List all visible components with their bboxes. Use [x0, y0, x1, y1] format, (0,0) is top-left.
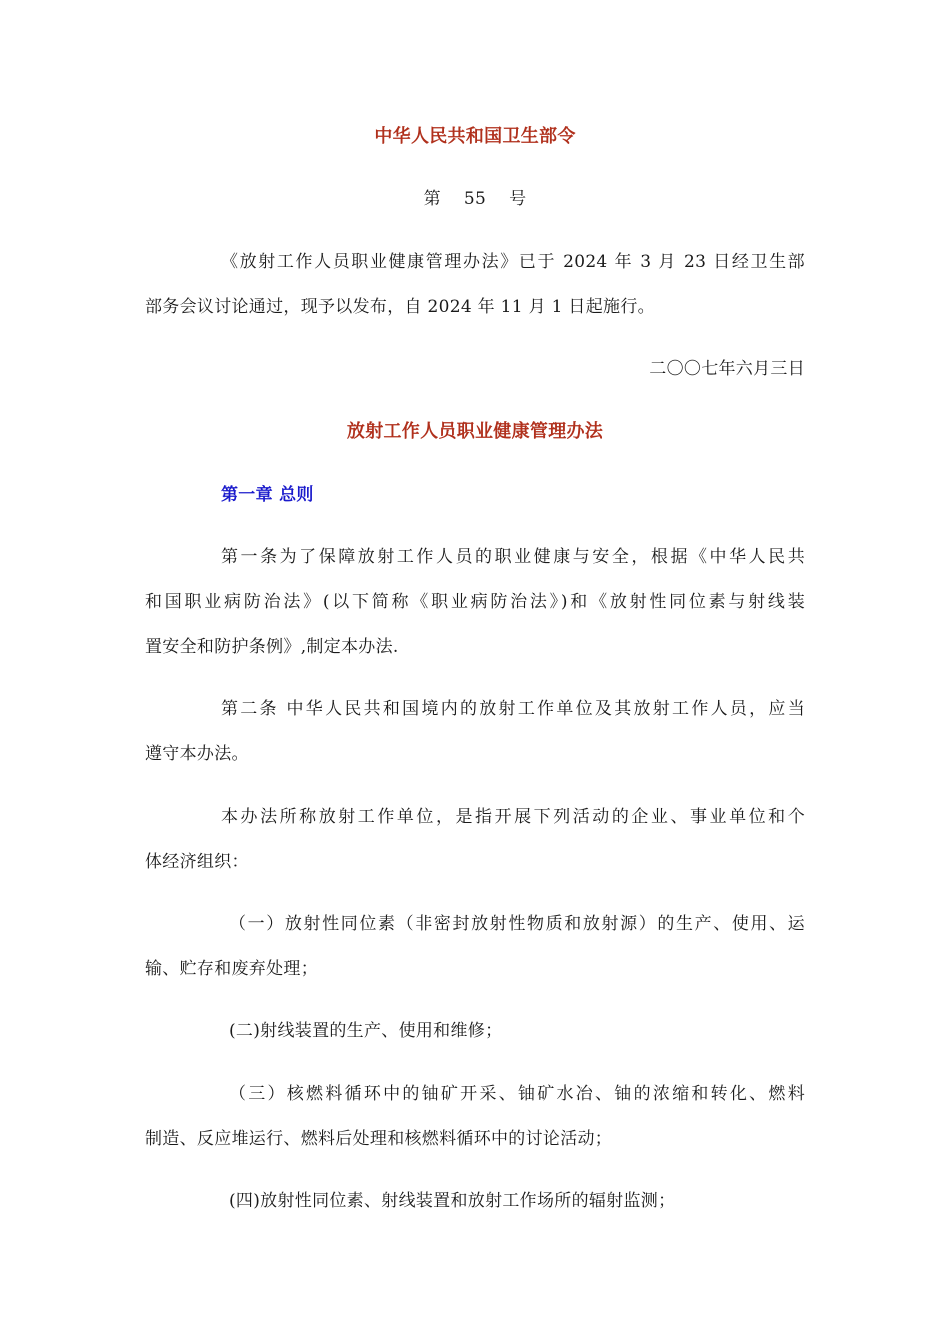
paragraph-3-line-2: 体经济组织： — [145, 852, 249, 872]
order-body-line-1: 《放射工作人员职业健康管理办法》已于 2024 年 3 月 23 日经卫生部 — [221, 252, 805, 272]
item-3-line-1: （三）核燃料循环中的铀矿开采、铀矿水冶、铀的浓缩和转化、燃料 — [229, 1084, 805, 1104]
article-1-line-1: 第一条为了保障放射工作人员的职业健康与安全，根据《中华人民共 — [221, 547, 805, 567]
item-1-line-1: （一）放射性同位素（非密封放射性物质和放射源）的生产、使用、运 — [229, 914, 805, 934]
regulation-title: 放射工作人员职业健康管理办法 — [346, 421, 604, 442]
article-2-line-1: 第二条 中华人民共和国境内的放射工作单位及其放射工作人员，应当 — [221, 699, 805, 719]
article-1-line-2: 和国职业病防治法》(以下简称《职业病防治法》)和《放射性同位素与射线装 — [145, 592, 805, 612]
item-2-line-1: (二)射线装置的生产、使用和维修； — [229, 1021, 503, 1041]
order-number: 第 55 号 — [423, 189, 527, 209]
chapter-heading: 第一章 总则 — [221, 485, 314, 505]
document-page — [145, 0, 805, 1344]
item-1-line-2: 输、贮存和废弃处理； — [145, 959, 318, 979]
article-2-line-2: 遵守本办法。 — [145, 744, 249, 764]
paragraph-3-line-1: 本办法所称放射工作单位，是指开展下列活动的企业、事业单位和个 — [221, 807, 805, 827]
order-date: 二〇〇七年六月三日 — [649, 359, 805, 379]
article-1-line-3: 置安全和防护条例》,制定本办法. — [145, 637, 399, 657]
order-body-line-2: 部务会议讨论通过，现予以发布，自 2024 年 11 月 1 日起施行。 — [145, 297, 655, 317]
order-title: 中华人民共和国卫生部令 — [374, 126, 576, 147]
item-4-line-1: (四)放射性同位素、射线装置和放射工作场所的辐射监测； — [229, 1191, 676, 1211]
item-3-line-2: 制造、反应堆运行、燃料后处理和核燃料循环中的讨论活动； — [145, 1129, 613, 1149]
